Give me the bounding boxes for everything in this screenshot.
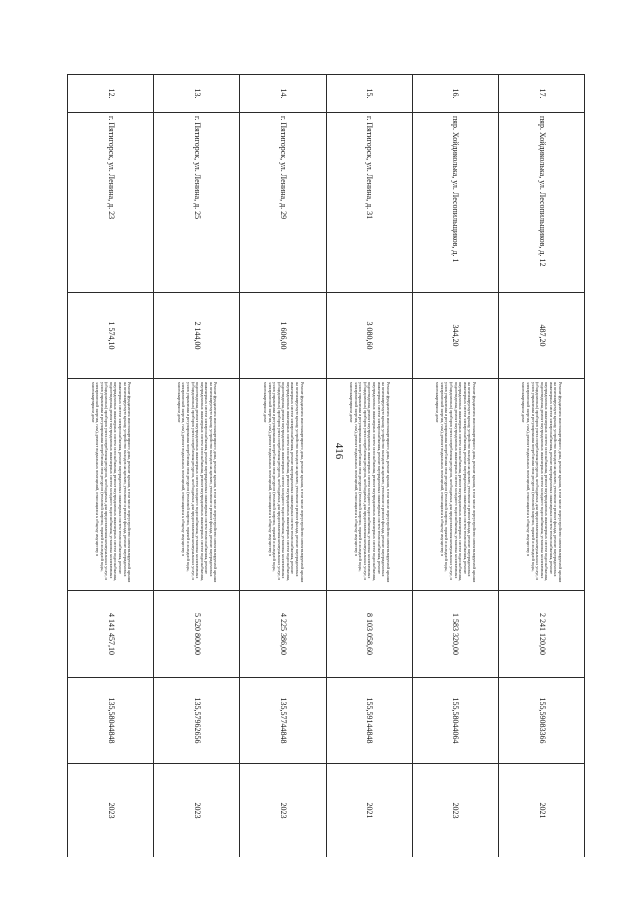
row-cost-per-sqm: 155,59083366 [498, 678, 584, 764]
row-number: 12. [68, 75, 154, 113]
row-area: 1 574,10 [68, 293, 154, 379]
row-number: 15. [326, 75, 412, 113]
row-address: г. Пятигорск, ул. Ленина, д. 23 [68, 113, 154, 293]
row-area: 3 080,60 [326, 293, 412, 379]
row-address: г. Пятигорск, ул. Ленина, д. 29 [240, 113, 326, 293]
row-year: 2023 [412, 764, 498, 858]
row-cost: 4 141 457,10 [68, 591, 154, 678]
row-address: пяр. Хойдиколька, ул. Лесопильщиков, д. 12 [498, 113, 584, 293]
row-cost: 8 103 058,60 [326, 591, 412, 678]
row-area: 344,20 [412, 293, 498, 379]
row-works-description: Ремонт фундамента многоквартирного дома, ремонт крыши, в том числе переустройство невентилируемой крыши на вентилируемую крышу, устройство выходов на кровлю, утепление и ремонт фасада, ремонт внутридомовых инженерных систем электроснабжения, ремонт внутридомовых инженерных систем теплоснабжения, ремонт внутридомовых инженерных систем газоснабжения, ремонт внутридомовых инженерных систем водоснабжения, водоотведения, ремонт внутридомовых инженерных систем холодного водоснабжения, установка коллективных (общедомовых) приборов учета потребления ресурсов, необходимых для предоставления коммунальных услуг, и узлов управления и регулирования потребления этих ресурсов (тепловой энергии, горячей и холодной воды, электрической энергии, газа), ремонт подвальных помещений, относящихся к общему имуществу в многоквартирном доме [412, 379, 498, 591]
row-number: 14. [240, 75, 326, 113]
row-area: 487,20 [498, 293, 584, 379]
table-row [154, 75, 240, 858]
row-works-description: Ремонт фундамента многоквартирного дома, ремонт крыши, в том числе переустройство невентилируемой крыши на вентилируемую крышу, устройство выходов на кровлю, утепление и ремонт фасада, ремонт внутридомовых инженерных систем электроснабжения, ремонт внутридомовых инженерных систем теплоснабжения, ремонт внутридомовых инженерных систем газоснабжения, ремонт внутридомовых инженерных систем водоснабжения, водоотведения, ремонт внутридомовых инженерных систем холодного водоснабжения, установка коллективных (общедомовых) приборов учета потребления ресурсов, необходимых для предоставления коммунальных услуг, и узлов управления и регулирования потребления этих ресурсов (тепловой энергии, горячей и холодной воды, электрической энергии, газа), ремонт подвальных помещений, относящихся к общему имуществу в многоквартирном доме [68, 379, 154, 591]
row-number: 17. [498, 75, 584, 113]
row-year: 2021 [498, 764, 584, 858]
row-cost-per-sqm: 135,57744848 [240, 678, 326, 764]
row-cost: 4 225 386,00 [240, 591, 326, 678]
row-cost: 5 520 800,00 [154, 591, 240, 678]
row-cost: 1 583 320,00 [412, 591, 498, 678]
row-works-description: Ремонт фундамента многоквартирного дома, ремонт крыши, в том числе переустройство невентилируемой крыши на вентилируемую крышу, устройство выходов на кровлю, утепление и ремонт фасада, ремонт внутридомовых инженерных систем электроснабжения, ремонт внутридомовых инженерных систем теплоснабжения, ремонт внутридомовых инженерных систем газоснабжения, ремонт внутридомовых инженерных систем водоснабжения, водоотведения, ремонт внутридомовых инженерных систем холодного водоснабжения, установка коллективных (общедомовых) приборов учета потребления ресурсов, необходимых для предоставления коммунальных услуг, и узлов управления и регулирования потребления этих ресурсов (тепловой энергии, горячей и холодной воды, электрической энергии, газа), ремонт подвальных помещений, относящихся к общему имуществу в многоквартирном доме [326, 379, 412, 591]
register-table-frame [67, 74, 585, 857]
row-cost: 2 241 120,00 [498, 591, 584, 678]
row-cost-per-sqm: 135,57962656 [154, 678, 240, 764]
row-area: 1 606,00 [240, 293, 326, 379]
table-row [498, 75, 584, 858]
page-number: 416 [333, 442, 345, 460]
table-row [412, 75, 498, 858]
table-row [326, 75, 412, 858]
row-year: 2021 [326, 764, 412, 858]
row-cost-per-sqm: 135,58044848 [68, 678, 154, 764]
row-works-description: Ремонт фундамента многоквартирного дома, ремонт крыши, в том числе переустройство невентилируемой крыши на вентилируемую крышу, устройство выходов на кровлю, утепление и ремонт фасада, ремонт внутридомовых инженерных систем электроснабжения, ремонт внутридомовых инженерных систем теплоснабжения, ремонт внутридомовых инженерных систем газоснабжения, ремонт внутридомовых инженерных систем водоснабжения, водоотведения, ремонт внутридомовых инженерных систем холодного водоснабжения, установка коллективных (общедомовых) приборов учета потребления ресурсов, необходимых для предоставления коммунальных услуг, и узлов управления и регулирования потребления этих ресурсов (тепловой энергии, горячей и холодной воды, электрической энергии, газа), ремонт подвальных помещений, относящихся к общему имуществу в многоквартирном доме [240, 379, 326, 591]
row-address: г. Пятигорск, ул. Ленина, д. 25 [154, 113, 240, 293]
row-address: г. Пятигорск, ул. Ленина, д. 31 [326, 113, 412, 293]
row-year: 2023 [68, 764, 154, 858]
row-works-description: Ремонт фундамента многоквартирного дома, ремонт крыши, в том числе переустройство невентилируемой крыши на вентилируемую крышу, устройство выходов на кровлю, утепление и ремонт фасада, ремонт внутридомовых инженерных систем электроснабжения, ремонт внутридомовых инженерных систем теплоснабжения, ремонт внутридомовых инженерных систем газоснабжения, ремонт внутридомовых инженерных систем водоснабжения, водоотведения, ремонт внутридомовых инженерных систем холодного водоснабжения, установка коллективных (общедомовых) приборов учета потребления ресурсов, необходимых для предоставления коммунальных услуг, и узлов управления и регулирования потребления этих ресурсов (тепловой энергии, горячей и холодной воды, электрической энергии, газа), ремонт подвальных помещений, относящихся к общему имуществу в многоквартирном доме [498, 379, 584, 591]
row-number: 16. [412, 75, 498, 113]
row-works-description: Ремонт фундамента многоквартирного дома, ремонт крыши, в том числе переустройство невентилируемой крыши на вентилируемую крышу, устройство выходов на кровлю, утепление и ремонт фасада, ремонт внутридомовых инженерных систем электроснабжения, ремонт внутридомовых инженерных систем теплоснабжения, ремонт внутридомовых инженерных систем газоснабжения, ремонт внутридомовых инженерных систем водоснабжения, водоотведения, ремонт внутридомовых инженерных систем холодного водоснабжения, установка коллективных (общедомовых) приборов учета потребления ресурсов, необходимых для предоставления коммунальных услуг, и узлов управления и регулирования потребления этих ресурсов (тепловой энергии, горячей и холодной воды, электрической энергии, газа), ремонт подвальных помещений, относящихся к общему имуществу в многоквартирном доме [154, 379, 240, 591]
row-number: 13. [154, 75, 240, 113]
row-area: 2 144,00 [154, 293, 240, 379]
table-row [68, 75, 154, 858]
row-cost-per-sqm: 155,58044064 [412, 678, 498, 764]
row-year: 2023 [154, 764, 240, 858]
repair-register-table [67, 74, 585, 857]
row-cost-per-sqm: 155,59144848 [326, 678, 412, 764]
row-address: пяр. Хойдиколька, ул. Лесопильщиков, д. 1 [412, 113, 498, 293]
row-year: 2023 [240, 764, 326, 858]
table-row [240, 75, 326, 858]
